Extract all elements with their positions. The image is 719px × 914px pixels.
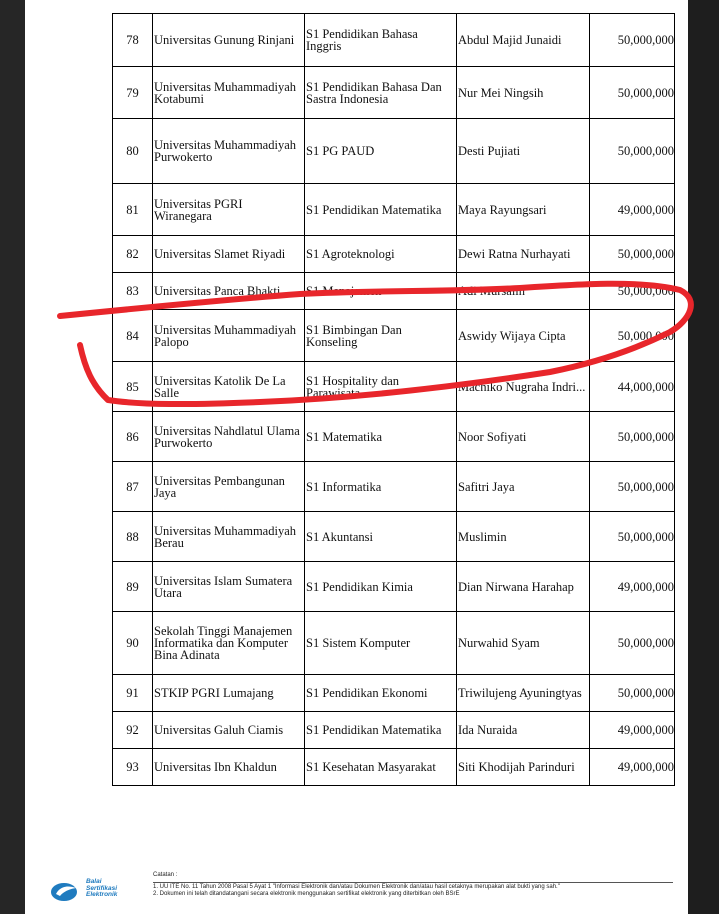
row-number: 88 <box>113 512 153 562</box>
table-row <box>113 512 675 562</box>
row-number: 91 <box>113 675 153 712</box>
left-dark-border <box>0 0 25 914</box>
recipient-name-cell: Nur Mei Ningsih <box>457 67 590 119</box>
program-cell: S1 Manajemen <box>305 273 457 310</box>
footer-note-1: 1. UU ITE No. 11 Tahun 2008 Pasal 5 Ayat 1 "Informasi Elektronik dan/atau Dokumen Elektronik dan/atau hasil cetaknya merupakan alat bukti yang sah." <box>153 884 560 890</box>
recipient-name-cell: Ida Nuraida <box>457 712 590 749</box>
program-cell: S1 Pendidikan Bahasa Inggris <box>305 14 457 67</box>
university-cell: Universitas Muhammadiyah Berau <box>153 512 305 562</box>
university-cell: STKIP PGRI Lumajang <box>153 675 305 712</box>
table-row <box>113 119 675 184</box>
program-cell: S1 Agroteknologi <box>305 236 457 273</box>
program-cell: S1 Matematika <box>305 412 457 462</box>
table-row <box>113 273 675 310</box>
program-cell: S1 PG PAUD <box>305 119 457 184</box>
row-number: 83 <box>113 273 153 310</box>
university-cell: Universitas Muhammadiyah Palopo <box>153 310 305 362</box>
program-cell: S1 Bimbingan Dan Konseling <box>305 310 457 362</box>
university-cell: Universitas Pembangunan Jaya <box>153 462 305 512</box>
table-row <box>113 67 675 119</box>
amount-cell: 50,000,000 <box>590 14 675 67</box>
amount-cell: 50,000,000 <box>590 236 675 273</box>
table-row <box>113 712 675 749</box>
university-cell: Universitas Gunung Rinjani <box>153 14 305 67</box>
amount-cell: 49,000,000 <box>590 562 675 612</box>
amount-cell: 49,000,000 <box>590 749 675 786</box>
university-cell: Universitas Ibn Khaldun <box>153 749 305 786</box>
program-cell: S1 Sistem Komputer <box>305 612 457 675</box>
row-number: 79 <box>113 67 153 119</box>
table-row <box>113 362 675 412</box>
recipient-name-cell: Dewi Ratna Nurhayati <box>457 236 590 273</box>
amount-cell: 50,000,000 <box>590 612 675 675</box>
university-cell: Universitas Katolik De La Salle <box>153 362 305 412</box>
university-cell: Sekolah Tinggi Manajemen Informatika dan Komputer Bina Adinata <box>153 612 305 675</box>
university-cell: Universitas PGRI Wiranegara <box>153 184 305 236</box>
program-cell: S1 Hospitality dan Parawisata <box>305 362 457 412</box>
amount-cell: 50,000,000 <box>590 412 675 462</box>
recipient-name-cell: Triwilujeng Ayuningtyas <box>457 675 590 712</box>
university-cell: Universitas Muhammadiyah Kotabumi <box>153 67 305 119</box>
row-number: 84 <box>113 310 153 362</box>
table-row <box>113 462 675 512</box>
bsre-logo <box>50 877 160 905</box>
program-cell: S1 Pendidikan Kimia <box>305 562 457 612</box>
table-row <box>113 310 675 362</box>
table-row <box>113 184 675 236</box>
program-cell: S1 Pendidikan Ekonomi <box>305 675 457 712</box>
row-number: 92 <box>113 712 153 749</box>
row-number: 85 <box>113 362 153 412</box>
table-row <box>113 675 675 712</box>
amount-cell: 49,000,000 <box>590 712 675 749</box>
right-dark-border <box>688 0 719 914</box>
row-number: 80 <box>113 119 153 184</box>
row-number: 89 <box>113 562 153 612</box>
document-footer <box>50 870 690 910</box>
row-number: 87 <box>113 462 153 512</box>
table-row <box>113 412 675 462</box>
program-cell: S1 Pendidikan Matematika <box>305 184 457 236</box>
recipient-name-cell: Siti Khodijah Parinduri <box>457 749 590 786</box>
amount-cell: 50,000,000 <box>590 119 675 184</box>
amount-cell: 50,000,000 <box>590 675 675 712</box>
university-cell: Universitas Galuh Ciamis <box>153 712 305 749</box>
recipient-name-cell: Adi Mursalin <box>457 273 590 310</box>
row-number: 78 <box>113 14 153 67</box>
amount-cell: 50,000,000 <box>590 67 675 119</box>
catatan-label: Catatan : <box>153 872 178 878</box>
university-cell: Universitas Slamet Riyadi <box>153 236 305 273</box>
amount-cell: 50,000,000 <box>590 512 675 562</box>
bsre-logo-icon <box>50 880 82 902</box>
row-number: 93 <box>113 749 153 786</box>
university-cell: Universitas Nahdlatul Ulama Purwokerto <box>153 412 305 462</box>
university-cell: Universitas Panca Bhakti <box>153 273 305 310</box>
recipient-name-cell: Abdul Majid Junaidi <box>457 14 590 67</box>
recipient-name-cell: Desti Pujiati <box>457 119 590 184</box>
footer-divider <box>153 882 673 883</box>
amount-cell: 50,000,000 <box>590 462 675 512</box>
recipient-name-cell: Maya Rayungsari <box>457 184 590 236</box>
recipient-name-cell: Aswidy Wijaya Cipta <box>457 310 590 362</box>
program-cell: S1 Pendidikan Matematika <box>305 712 457 749</box>
row-number: 82 <box>113 236 153 273</box>
recipient-name-cell: Dian Nirwana Harahap <box>457 562 590 612</box>
table-row <box>113 562 675 612</box>
recipient-name-cell: Nurwahid Syam <box>457 612 590 675</box>
table-row <box>113 749 675 786</box>
recipient-name-cell: Muslimin <box>457 512 590 562</box>
recipient-name-cell: Noor Sofiyati <box>457 412 590 462</box>
university-cell: Universitas Muhammadiyah Purwokerto <box>153 119 305 184</box>
row-number: 81 <box>113 184 153 236</box>
amount-cell: 44,000,000 <box>590 362 675 412</box>
table-row <box>113 236 675 273</box>
amount-cell: 50,000,000 <box>590 273 675 310</box>
recipient-name-cell: Safitri Jaya <box>457 462 590 512</box>
table-row <box>113 612 675 675</box>
amount-cell: 49,000,000 <box>590 184 675 236</box>
recipient-name-cell: Machiko Nugraha Indri... <box>457 362 590 412</box>
footer-notes <box>153 872 560 897</box>
university-cell: Universitas Islam Sumatera Utara <box>153 562 305 612</box>
program-cell: S1 Kesehatan Masyarakat <box>305 749 457 786</box>
footer-note-2: 2. Dokumen ini telah ditandatangani secara elektronik menggunakan sertifikat elektronik yang diterbitkan oleh BSrE <box>153 891 460 897</box>
program-cell: S1 Informatika <box>305 462 457 512</box>
row-number: 86 <box>113 412 153 462</box>
program-cell: S1 Akuntansi <box>305 512 457 562</box>
row-number: 90 <box>113 612 153 675</box>
table-row <box>113 14 675 67</box>
amount-cell: 50,000,000 <box>590 310 675 362</box>
program-cell: S1 Pendidikan Bahasa Dan Sastra Indonesia <box>305 67 457 119</box>
bsre-logo-text: Balai Sertifikasi Elektronik <box>86 878 118 898</box>
scholarship-table <box>112 13 675 786</box>
